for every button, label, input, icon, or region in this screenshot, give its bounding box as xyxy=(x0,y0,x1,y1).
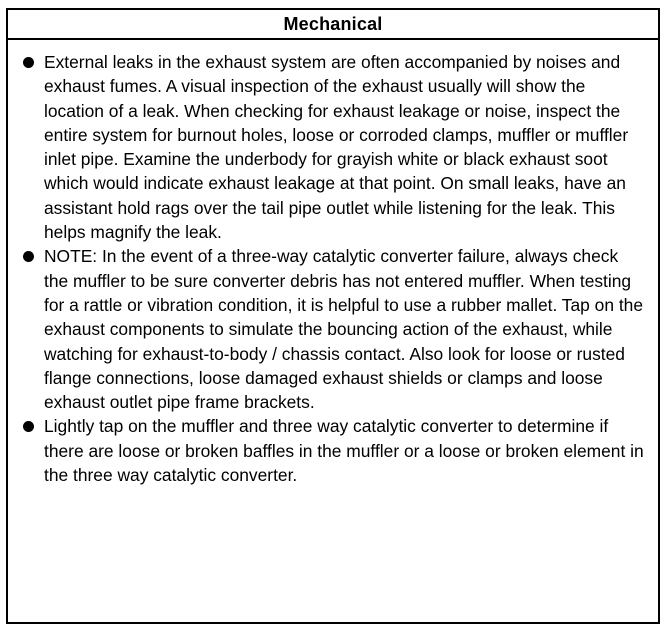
list-item xyxy=(22,50,644,244)
bullet-icon xyxy=(22,414,44,438)
bullet-icon xyxy=(22,244,44,268)
mechanical-box xyxy=(6,8,660,624)
section-header xyxy=(8,10,658,40)
list-item-text: Lightly tap on the muffler and three way catalytic converter to determine if there are loose or broken baffles in the muffler or a loose or broken element in the three way catalytic converter. xyxy=(44,416,644,486)
list-item-text: NOTE: In the event of a three-way catalytic converter failure, always check the muffler to be sure converter debris has not entered muffler. When testing for a rattle or vibration condition, it is helpful to use a rubber mallet. Tap on the exhaust components to simulate the bouncing action of the exhaust, while watching for exhaust-to-body / chassis contact. Also look for loose or rusted flange connections, loose damaged exhaust shields or clamps and loose exhaust outlet pipe frame brackets. xyxy=(44,246,644,413)
list-item-text: External leaks in the exhaust system are often accompanied by noises and exhaust fumes. A visual inspection of the exhaust usually will show the location of a leak. When checking for exhaust leakage or noise, inspect the entire system for burnout holes, loose or corroded clamps, muffler or muffler inlet pipe. Examine the underbody for grayish white or black exhaust soot which would indicate exhaust leakage at that point. On small leaks, have an assistant hold rags over the tail pipe outlet while listening for the leak. This helps magnify the leak. xyxy=(44,52,629,243)
section-title: Mechanical xyxy=(283,13,383,34)
list-item xyxy=(22,244,644,414)
bullet-list xyxy=(8,40,658,487)
list-item xyxy=(22,414,644,487)
bullet-icon xyxy=(22,50,44,74)
